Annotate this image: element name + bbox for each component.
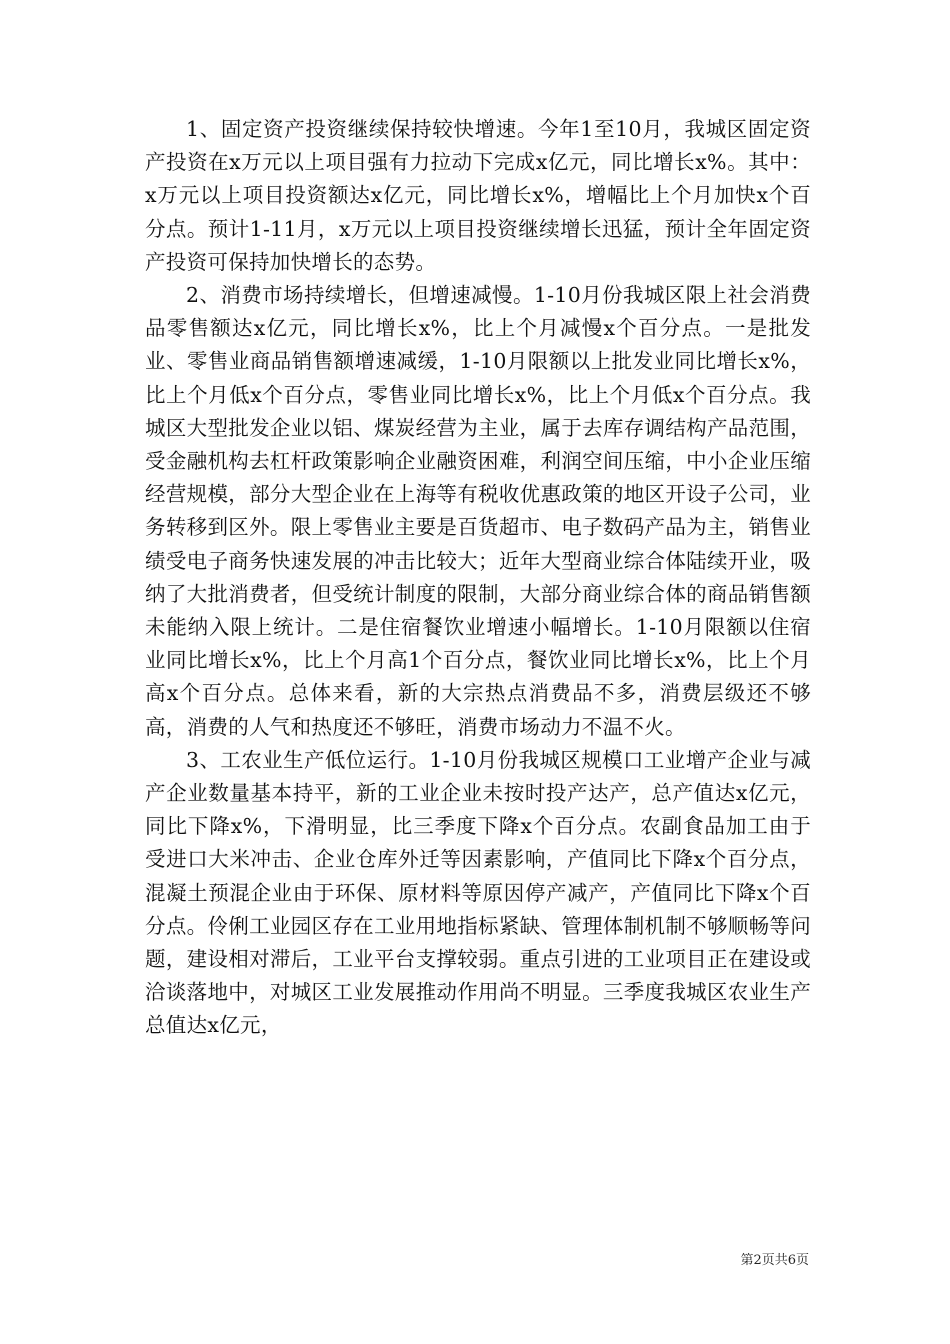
- page-number-footer: 第2页共6页: [740, 1253, 809, 1268]
- document-body: [145, 113, 811, 1043]
- paragraph-industry-agriculture: 3、工农业生产低位运行。1-10月份我城区规模口工业增产企业与减产企业数量基本持平，新的工业企业未按时投产达产，总产值达x亿元，同比下降x%，下滑明显，比三季度下降x个百分点。农副食品加工由于受进口大米冲击、企业仓库外迁等因素影响，产值同比下降x个百分点，混凝土预混企业由于环保、原材料等原因停产减产，产值同比下降x个百分点。伶俐工业园区存在工业用地指标紧缺、管理体制机制不够顺畅等问题，建设相对滞后，工业平台支撑较弱。重点引进的工业项目正在建设或洽谈落地中，对城区工业发展推动作用尚不明显。三季度我城区农业生产总值达x亿元，: [145, 747, 811, 1038]
- paragraph-consumer-market: 2、消费市场持续增长，但增速减慢。1-10月份我城区限上社会消费品零售额达x亿元，同比增长x%，比上个月减慢x个百分点。一是批发业、零售业商品销售额增速减缓，1-10月限额以上批发业同比增长x%，比上个月低x个百分点，零售业同比增长x%，比上个月低x个百分点。我城区大型批发企业以铝、煤炭经营为主业，属于去库存调结构产品范围，受金融机构去杠杆政策影响企业融资困难，利润空间压缩，中小企业压缩经营规模，部分大型企业在上海等有税收优惠政策的地区开设子公司，业务转移到区外。限上零售业主要是百货超市、电子数码产品为主，销售业绩受电子商务快速发展的冲击比较大；近年大型商业综合体陆续开业，吸纳了大批消费者，但受统计制度的限制，大部分商业综合体的商品销售额未能纳入限上统计。二是住宿餐饮业增速小幅增长。1-10月限额以住宿业同比增长x%，比上个月高1个百分点，餐饮业同比增长x%，比上个月高x个百分点。总体来看，新的大宗热点消费品不多，消费层级还不够高，消费的人气和热度还不够旺，消费市场动力不温不火。: [145, 283, 811, 739]
- paragraph-fixed-asset-investment: 1、固定资产投资继续保持较快增速。今年1至10月，我城区固定资产投资在x万元以上项目强有力拉动下完成x亿元，同比增长x%。其中：x万元以上项目投资额达x亿元，同比增长x%，增幅比上个月加快x个百分点。预计1-11月，x万元以上项目投资继续增长迅猛，预计全年固定资产投资可保持加快增长的态势。: [145, 117, 811, 274]
